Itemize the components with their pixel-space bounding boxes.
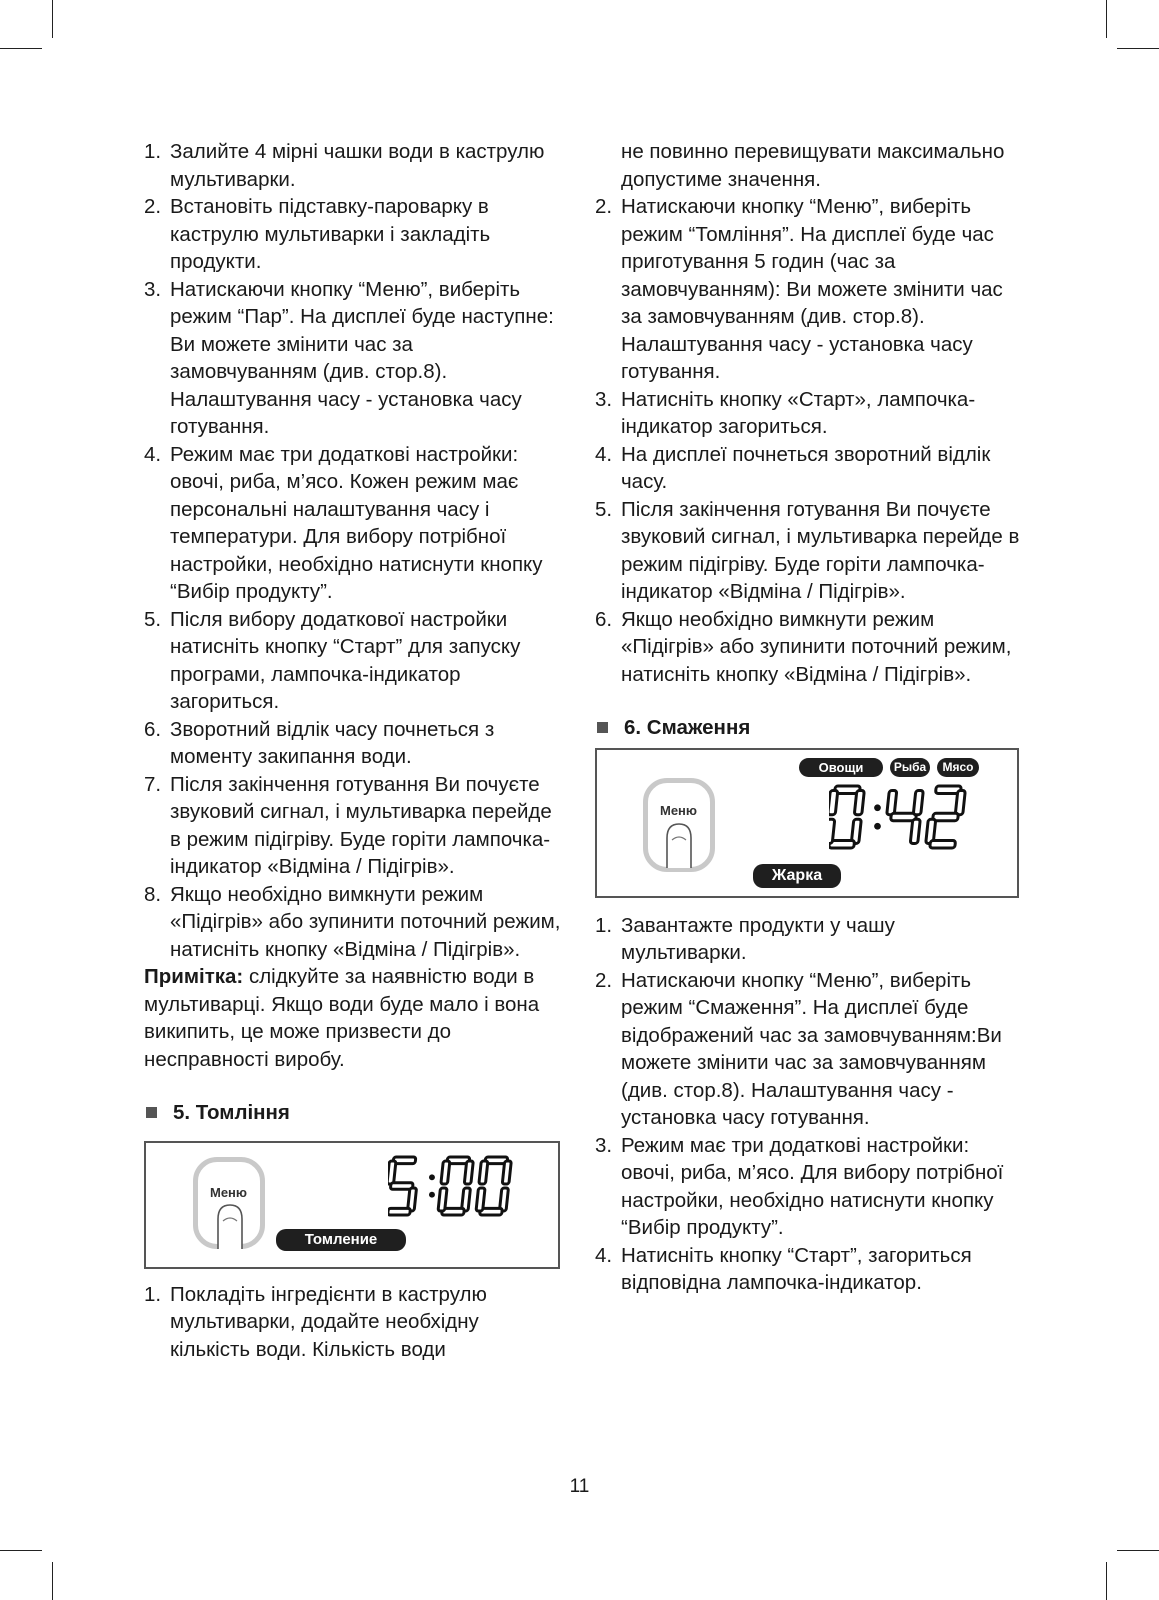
list-item: 6. Якщо необхідно вимкнути режим «Підігрів» або зупинити поточний режим, натисніть кнопку «Відміна / Підігрів». [595, 607, 1012, 686]
lcd-segment [955, 790, 965, 814]
list-item: 3. Режим має три додаткові настройки: овочі, риба, м’ясо. Для вибору потрібної настройки, необхідно натиснути кнопку “Вибір продукту”. [595, 1133, 1004, 1239]
list-item: 5. Після вибору додаткової настройки натисніть кнопку “Старт” для запуску програми, лампочка-індикатор загориться. [144, 607, 521, 713]
lcd-segment [479, 1160, 488, 1183]
lcd-time-display [388, 1155, 528, 1221]
list-item: 3. Натискаючи кнопку “Меню”, виберіть режим “Пар”. На дисплеї буде наступне: Ви можете змінити час за замовчуванням (див. стор.8). Налаштування часу - установка часу готування. [144, 277, 554, 438]
lcd-segment [930, 840, 956, 847]
list-item: 1. Залийте 4 мірні чашки води в каструлю мультиварки. [144, 140, 545, 191]
note-label: Примітка: [144, 965, 244, 988]
crop-mark [52, 0, 53, 38]
list-item: 2. Натискаючи кнопку “Меню”, виберіть режим “Смаження”. На дисплеї буде відображений час за замовчуванням:Ви можете змінити час за замовчуванням (див. стор.8). Налаштування часу - установка часу готування. [595, 968, 1002, 1129]
list-item: 6. Зворотний відлік часу почнеться з моменту закипання води. [144, 717, 495, 768]
page-number: 11 [569, 1476, 590, 1497]
lcd-segment [441, 1160, 450, 1183]
square-bullet-icon [597, 722, 608, 733]
lcd-segment [476, 1187, 485, 1210]
list-item: 4. Натисніть кнопку “Старт”, загориться відповідна лампочка-індикатор. [595, 1243, 972, 1294]
lcd-segment [910, 819, 920, 843]
lcd-segment [854, 790, 864, 814]
lcd-segment [887, 790, 897, 814]
lcd-segment [829, 790, 838, 814]
display-panel-frying [595, 748, 1019, 898]
option-badge-vegetables: Овощи [799, 758, 883, 777]
lcd-time-display [829, 784, 989, 854]
display-panel-stewing [144, 1141, 560, 1269]
crop-mark [52, 1562, 53, 1600]
right-column [595, 138, 1025, 1297]
list-item: 1. Завантажте продукти у чашу мультиварки. [595, 913, 895, 964]
mode-indicator-badge: Жарка [753, 864, 841, 888]
menu-button-label: Меню [660, 802, 698, 818]
list-item: 1. Покладіть інгредієнти в каструлю мультиварки, додайте необхідну кількість води. Кількість води [144, 1282, 487, 1361]
menu-button-label: Меню [210, 1184, 248, 1200]
list-item: 4. Режим має три додаткові настройки: овочі, риба, м’ясо. Кожен режим має персональні налаштування часу і температури. Для вибору потрібної настройки, необхідно натиснути кнопку “Вибір продукту”. [144, 442, 543, 603]
mode-indicator-badge: Томление [276, 1229, 406, 1251]
stewing-steps-list-continued [595, 193, 1025, 688]
stewing-steps-list [144, 1281, 564, 1364]
crop-mark [1106, 0, 1107, 38]
lcd-segment [829, 819, 835, 843]
list-item: 5. Після закінчення готування Ви почуєте звуковий сигнал, і мультиварка перейде в режим підігріву. Буде горіти лампочка-індикатор «Відміна / Підігрів». [595, 497, 1020, 603]
left-column [144, 138, 564, 1363]
crop-mark [0, 1550, 42, 1551]
crop-mark [0, 48, 42, 49]
note-text: слідкуйте за наявністю води в мультиварці. Якщо води буде мало і вона википить, це може призвести до несправності виробу. [144, 965, 540, 1071]
list-item: 3. Натисніть кнопку «Старт», лампочка-індикатор загориться. [595, 387, 976, 438]
colon-dot [874, 822, 881, 829]
section-heading [144, 1099, 564, 1127]
frying-steps-list [595, 912, 1025, 1297]
note-paragraph [144, 963, 564, 1073]
colon-dot [874, 804, 881, 811]
colon-dot [429, 1174, 435, 1180]
lcd-segment [464, 1160, 473, 1183]
lcd-segment [502, 1160, 511, 1183]
crop-mark [1106, 1562, 1107, 1600]
square-bullet-icon [146, 1107, 157, 1118]
colon-dot [429, 1191, 435, 1197]
list-item: 4. На дисплеї почнеться зворотний відлік часу. [595, 442, 991, 493]
lcd-segment [438, 1187, 447, 1210]
option-badge-fish: Рыба [890, 758, 930, 777]
section-heading [595, 714, 1025, 742]
finger-press-icon [663, 818, 695, 870]
lcd-segment [388, 1160, 396, 1183]
list-item: 8. Якщо необхідно вимкнути режим «Підігрів» або зупинити поточний режим, натисніть кнопку «Відміна / Підігрів». [144, 882, 561, 961]
lcd-segment [388, 1208, 410, 1215]
continued-text: не повинно перевищувати максимально допустиме значення. [621, 140, 1005, 191]
lcd-segment [913, 790, 923, 814]
crop-mark [1117, 48, 1159, 49]
list-item: 7. Після закінчення готування Ви почуєте звуковий сигнал, і мультиварка перейде в режим підігріву. Буде горіти лампочка-індикатор «Відміна / Підігрів». [144, 772, 552, 878]
list-item: 2. Встановіть підставку-пароварку в каструлю мультиварки і закладіть продукти. [144, 195, 491, 273]
list-item: 2. Натискаючи кнопку “Меню”, виберіть режим “Томління”. На дисплеї буде час приготування 5 годин (час за замовчуванням): Ви можете змінити час за замовчуванням (див. стор.8). Налаштування часу - установка часу готування. [595, 195, 1003, 383]
crop-mark [1117, 1550, 1159, 1551]
section-title: 5. Томління [173, 1101, 290, 1124]
section-title: 6. Смаження [624, 716, 751, 739]
finger-press-icon [214, 1199, 246, 1251]
option-badge-meat: Мясо [937, 758, 979, 777]
steam-steps-list [144, 138, 564, 963]
